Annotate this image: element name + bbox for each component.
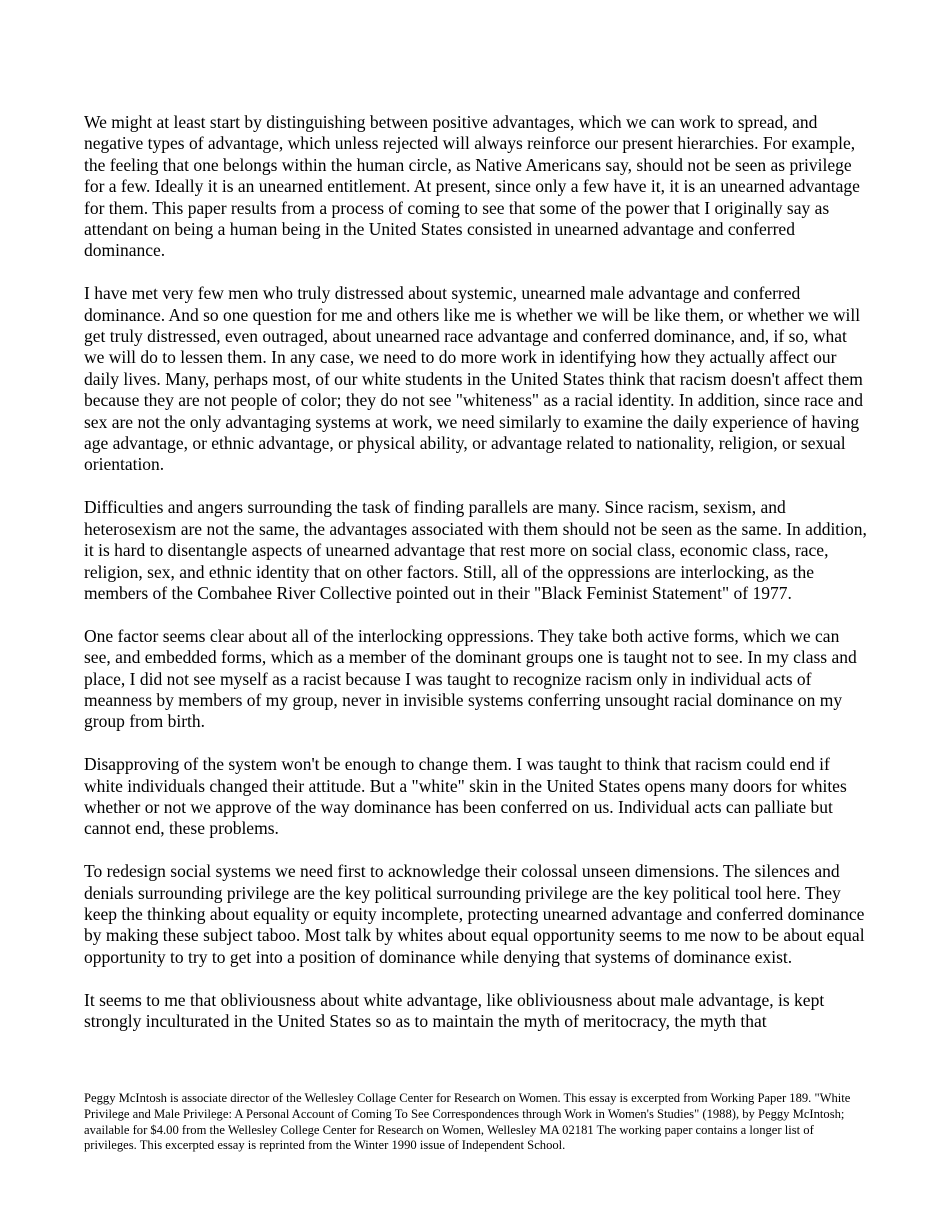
paragraph-4: One factor seems clear about all of the interlocking oppressions. They take both active forms, which we can see, and embedded forms, which as a member of the dominant groups one is taught not to see. In my class and place, I did not see myself as a racist because I was taught to recognize racism only in individual acts of meanness by members of my group, never in invisible systems conferring unsought racial dominance on my group from birth. <box>84 625 857 732</box>
paragraph-7: It seems to me that obliviousness about white advantage, like obliviousness about male advantage, is kept strongly inculturated in the United States so as to maintain the myth of meritocracy, the myth that <box>84 989 825 1031</box>
author-footnote <box>84 1091 864 1170</box>
paragraph-2: I have met very few men who truly distressed about systemic, unearned male advantage and conferred dominance. And so one question for me and others like me is whether we will be like them, or whether we will get truly distressed, even outraged, about unearned race advantage and conferred dominance, and, if so, what we will do to lessen them. In any case, we need to do more work in identifying how they actually affect our daily lives. Many, perhaps most, of our white students in the United States think that racism doesn't affect them because they are not people of color; they do not see "whiteness" as a racial identity. In addition, since race and sex are not the only advantaging systems at work, we need similarly to examine the daily experience of having age advantage, or ethnic advantage, or physical ability, or advantage related to nationality, religion, or sexual orientation. <box>84 283 863 475</box>
footnote-text: Peggy McIntosh is associate director of the Wellesley Collage Center for Research on Women. This essay is excerpted from Working Paper 189. "White Privilege and Male Privilege: A Personal Account of Coming To See Correspondences through Work in Women's Studies" (1988), by Peggy McIntosh; available for $4.00 from the Wellesley College Center for Research on Women, Wellesley MA 02181 The working paper contains a longer list of privileges. This excerpted essay is reprinted from the Winter 1990 issue of Independent School. <box>84 1091 851 1153</box>
paragraph-3: Difficulties and angers surrounding the task of finding parallels are many. Since racism, sexism, and heterosexism are not the same, the advantages associated with them should not be seen as the same. In addition, it is hard to disentangle aspects of unearned advantage that rest more on social class, economic class, race, religion, sex, and ethnic identity that on other factors. Still, all of the oppressions are interlocking, as the members of the Combahee River Collective pointed out in their "Black Feminist Statement" of 1977. <box>84 497 867 603</box>
essay-body <box>84 112 869 1032</box>
paragraph-6: To redesign social systems we need first to acknowledge their colossal unseen dimensions. The silences and denials surrounding privilege are the key political surrounding privilege are the key political tool here. They keep the thinking about equality or equity incomplete, protecting unearned advantage and conferred dominance by making these subject taboo. Most talk by whites about equal opportunity seems to me now to be about equal opportunity to try to get into a position of dominance while denying that systems of dominance exist. <box>84 861 865 967</box>
paragraph-5: Disapproving of the system won't be enough to change them. I was taught to think that racism could end if white individuals changed their attitude. But a "white" skin in the United States opens many doors for whites whether or not we approve of the way dominance has been conferred on us. Individual acts can palliate but cannot end, these problems. <box>84 754 847 839</box>
paragraph-1: We might at least start by distinguishing between positive advantages, which we can work to spread, and negative types of advantage, which unless rejected will always reinforce our present hierarchies. For example, the feeling that one belongs within the human circle, as Native Americans say, should not be seen as privilege for a few. Ideally it is an unearned entitlement. At present, since only a few have it, it is an unearned advantage for them. This paper results from a process of coming to see that some of the power that I originally say as attendant on being a human being in the United States consisted in unearned advantage and conferred dominance. <box>84 112 860 261</box>
